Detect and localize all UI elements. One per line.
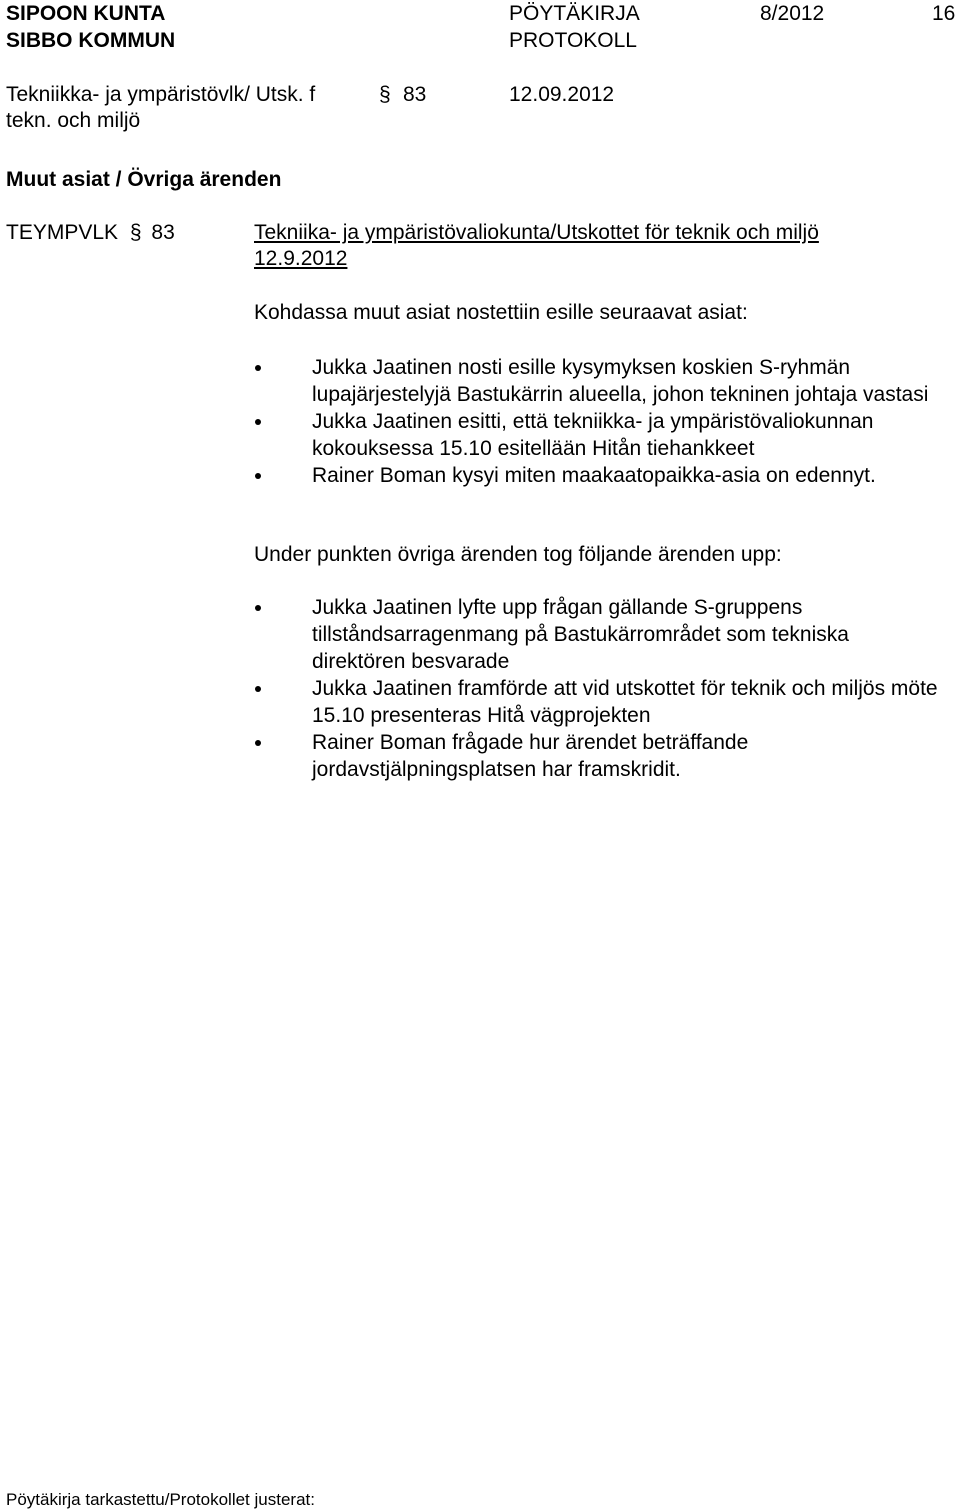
list-item: Rainer Boman kysyi miten maakaatopaikka-asia on edennyt.: [254, 462, 934, 489]
doc-type-fi: PÖYTÄKIRJA: [509, 2, 640, 25]
protocol-number: 8/2012: [760, 2, 825, 25]
org-name-fi: SIPOON KUNTA: [6, 2, 166, 25]
swedish-intro: Under punkten övriga ärenden tog följande ärenden upp:: [254, 543, 782, 566]
reference-title-line2: 12.9.2012: [254, 247, 348, 270]
reference-number: 83: [151, 221, 175, 244]
reference-title-line1: Tekniika- ja ympäristövaliokunta/Utskottet för teknik och miljö: [254, 221, 819, 244]
committee-name-line2: tekn. och miljö: [6, 109, 141, 132]
org-name-sv: SIBBO KOMMUN: [6, 29, 176, 52]
doc-type-sv: PROTOKOLL: [509, 29, 637, 52]
section-symbol: §: [379, 83, 391, 106]
swedish-item-list: [254, 594, 954, 783]
reference-symbol: §: [129, 221, 142, 244]
section-heading: Muut asiat / Övriga ärenden: [6, 168, 282, 191]
list-item: Rainer Boman frågade hur ärendet beträffande jordavstjälpningsplatsen har framskridit.: [254, 729, 954, 783]
list-item: Jukka Jaatinen lyfte upp frågan gällande S-gruppens tillståndsarragenmang på Bastukärrområdet som tekniska direktören besvarade: [254, 594, 954, 675]
page-number: 16: [932, 2, 956, 25]
finnish-item-list: [254, 354, 934, 489]
committee-name-line1: Tekniikka- ja ympäristövlk/ Utsk. f: [6, 83, 316, 106]
list-item: Jukka Jaatinen nosti esille kysymyksen koskien S-ryhmän lupajärjestelyjä Bastukärrin alueella, johon tekninen johtaja vastasi: [254, 354, 934, 408]
footer-verified-label: Pöytäkirja tarkastettu/Protokollet justerat:: [6, 1490, 315, 1509]
reference-code-text: TEYMPVLK: [6, 221, 119, 244]
meeting-date: 12.09.2012: [509, 83, 615, 106]
list-item: Jukka Jaatinen framförde att vid utskottet för teknik och miljös möte 15.10 presenteras Hitå vägprojekten: [254, 675, 954, 729]
section-number: 83: [403, 83, 427, 106]
finnish-intro: Kohdassa muut asiat nostettiin esille seuraavat asiat:: [254, 301, 748, 324]
reference-code: [6, 220, 175, 246]
list-item: Jukka Jaatinen esitti, että tekniikka- ja ympäristövaliokunnan kokouksessa 15.10 esitellään Hitån tiehankkeet: [254, 408, 934, 462]
